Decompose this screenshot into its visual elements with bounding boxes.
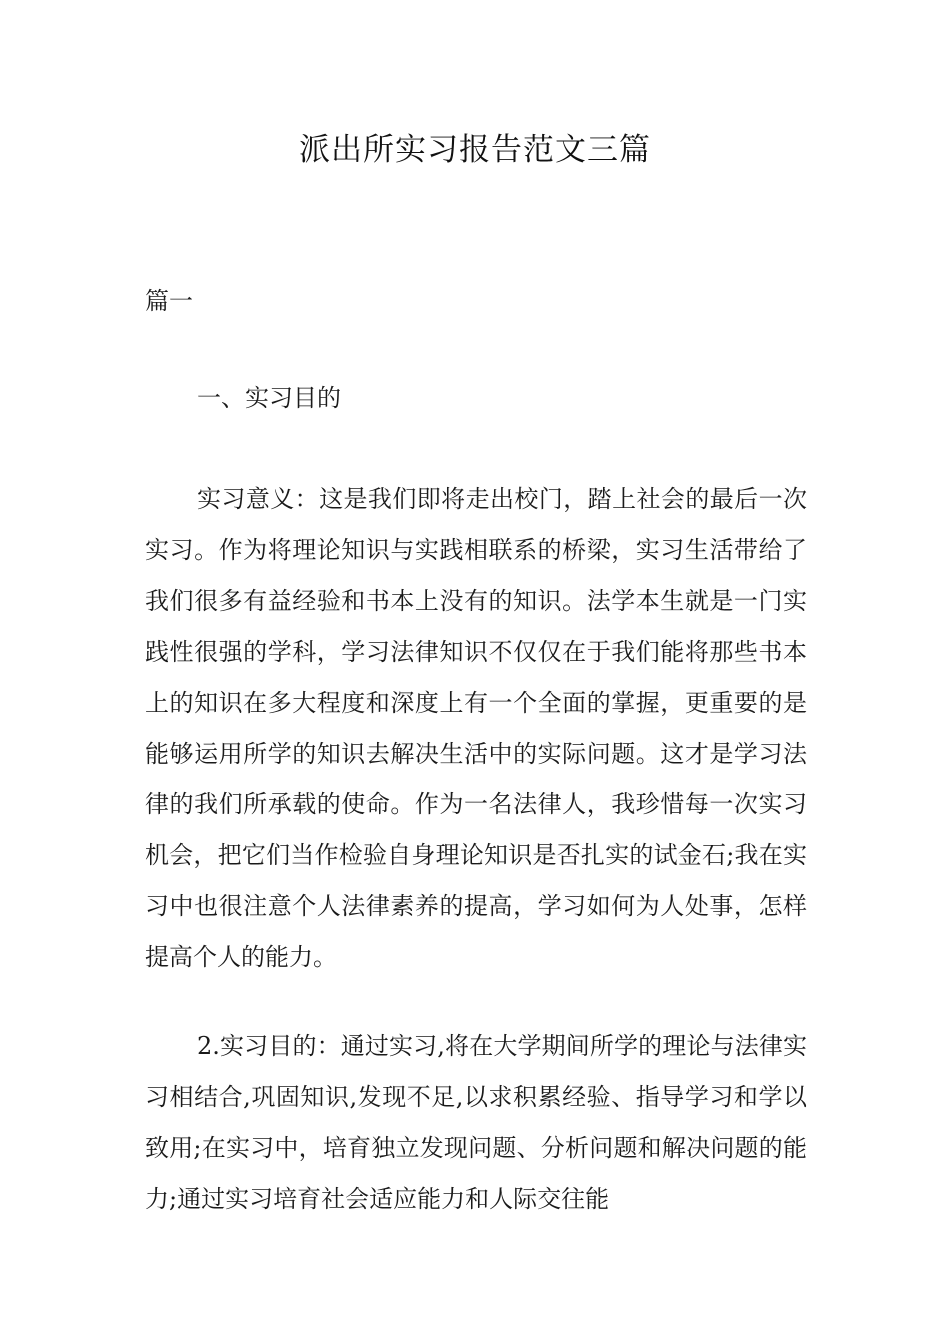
section-label: 篇一 [145, 287, 193, 315]
paragraph-internship-purpose: 2.实习目的：通过实习,将在大学期间所学的理论与法律实习相结合,巩固知识,发现不足,以求积累经验、指导学习和学以致用;在实习中，培育独立发现问题、分析问题和解决问题的能力;通过实习培育社会适应能力和人际交往能 [145, 1032, 807, 1213]
section-heading: 一、实习目的 [197, 384, 341, 412]
paragraph-internship-significance: 实习意义：这是我们即将走出校门，踏上社会的最后一次实习。作为将理论知识与实践相联系的桥梁，实习生活带给了我们很多有益经验和书本上没有的知识。法学本生就是一门实践性很强的学科，学习法律知识不仅仅在于我们能将那些书本上的知识在多大程度和深度上有一个全面的掌握，更重要的是能够运用所学的知识去解决生活中的实际问题。这才是学习法律的我们所承载的使命。作为一名法律人，我珍惜每一次实习机会，把它们当作检验自身理论知识是否扎实的试金石;我在实习中也很注意个人法律素养的提高，学习如何为人处事，怎样提高个人的能力。 [145, 485, 807, 972]
document-title: 派出所实习报告范文三篇 [299, 132, 651, 168]
